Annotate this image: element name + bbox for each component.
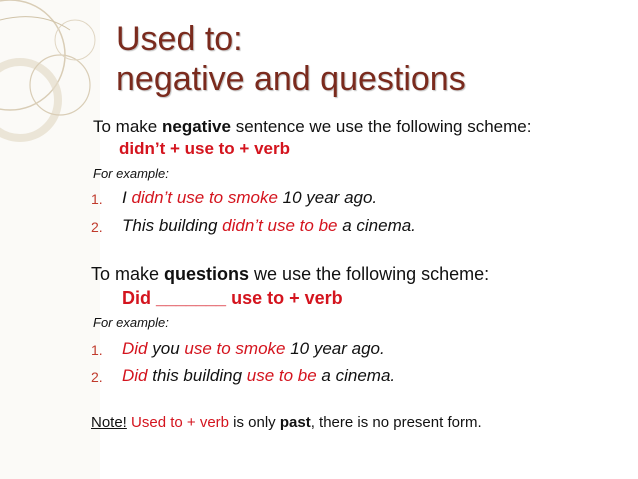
questions-item-1-number: 1. (91, 342, 103, 358)
questions-item-2-number: 2. (91, 369, 103, 385)
questions-item-2 (122, 366, 395, 386)
negative-for-example: For example: (93, 166, 169, 181)
note-mid: is only (229, 414, 280, 431)
negative-item-2 (122, 216, 416, 236)
decorative-circles (0, 0, 100, 479)
questions-item-1-post: 10 year ago. (285, 339, 385, 358)
negative-intro (93, 117, 531, 137)
negative-item-2-red: didn’t use to be (222, 216, 338, 235)
note-label: Note! (91, 414, 127, 431)
questions-item-1 (122, 339, 385, 359)
negative-item-2-post: a cinema. (337, 216, 416, 235)
negative-item-1-number: 1. (91, 191, 103, 207)
questions-item-2-red1: Did (122, 366, 148, 385)
negative-scheme: didn’t + use to + verb (119, 139, 290, 158)
questions-intro-post: we use the following scheme: (249, 264, 490, 284)
questions-item-1-red1: Did (122, 339, 148, 358)
questions-scheme: Did _______ use to + verb (122, 288, 343, 308)
questions-for-example: For example: (93, 315, 169, 330)
negative-intro-pre: To make (93, 117, 162, 136)
page-title-line-1: Used to: (116, 20, 243, 58)
negative-item-2-pre: This building (122, 216, 223, 235)
negative-item-1 (122, 188, 377, 208)
note-red-part: Used to + verb (126, 414, 229, 431)
questions-item-1-mid: you (147, 339, 185, 358)
questions-intro-bold: questions (164, 264, 250, 284)
questions-item-2-post: a cinema. (316, 366, 396, 385)
note-post: , there is no present form. (310, 414, 482, 431)
note-line (91, 414, 482, 431)
negative-intro-bold: negative (161, 117, 231, 136)
negative-item-1-pre: I (122, 188, 132, 207)
note-bold: past (279, 414, 311, 431)
negative-item-1-post: 10 year ago. (277, 188, 378, 207)
negative-intro-post: sentence we use the following scheme: (230, 117, 532, 136)
questions-intro (91, 264, 489, 285)
questions-item-2-mid: this building (147, 366, 247, 385)
questions-intro-pre: To make (91, 264, 165, 284)
questions-item-1-red2: use to smoke (184, 339, 286, 358)
negative-item-1-red: didn’t use to smoke (131, 188, 278, 207)
page-title-line-2: negative and questions (116, 60, 466, 98)
negative-item-2-number: 2. (91, 219, 103, 235)
questions-item-2-red2: use to be (246, 366, 317, 385)
